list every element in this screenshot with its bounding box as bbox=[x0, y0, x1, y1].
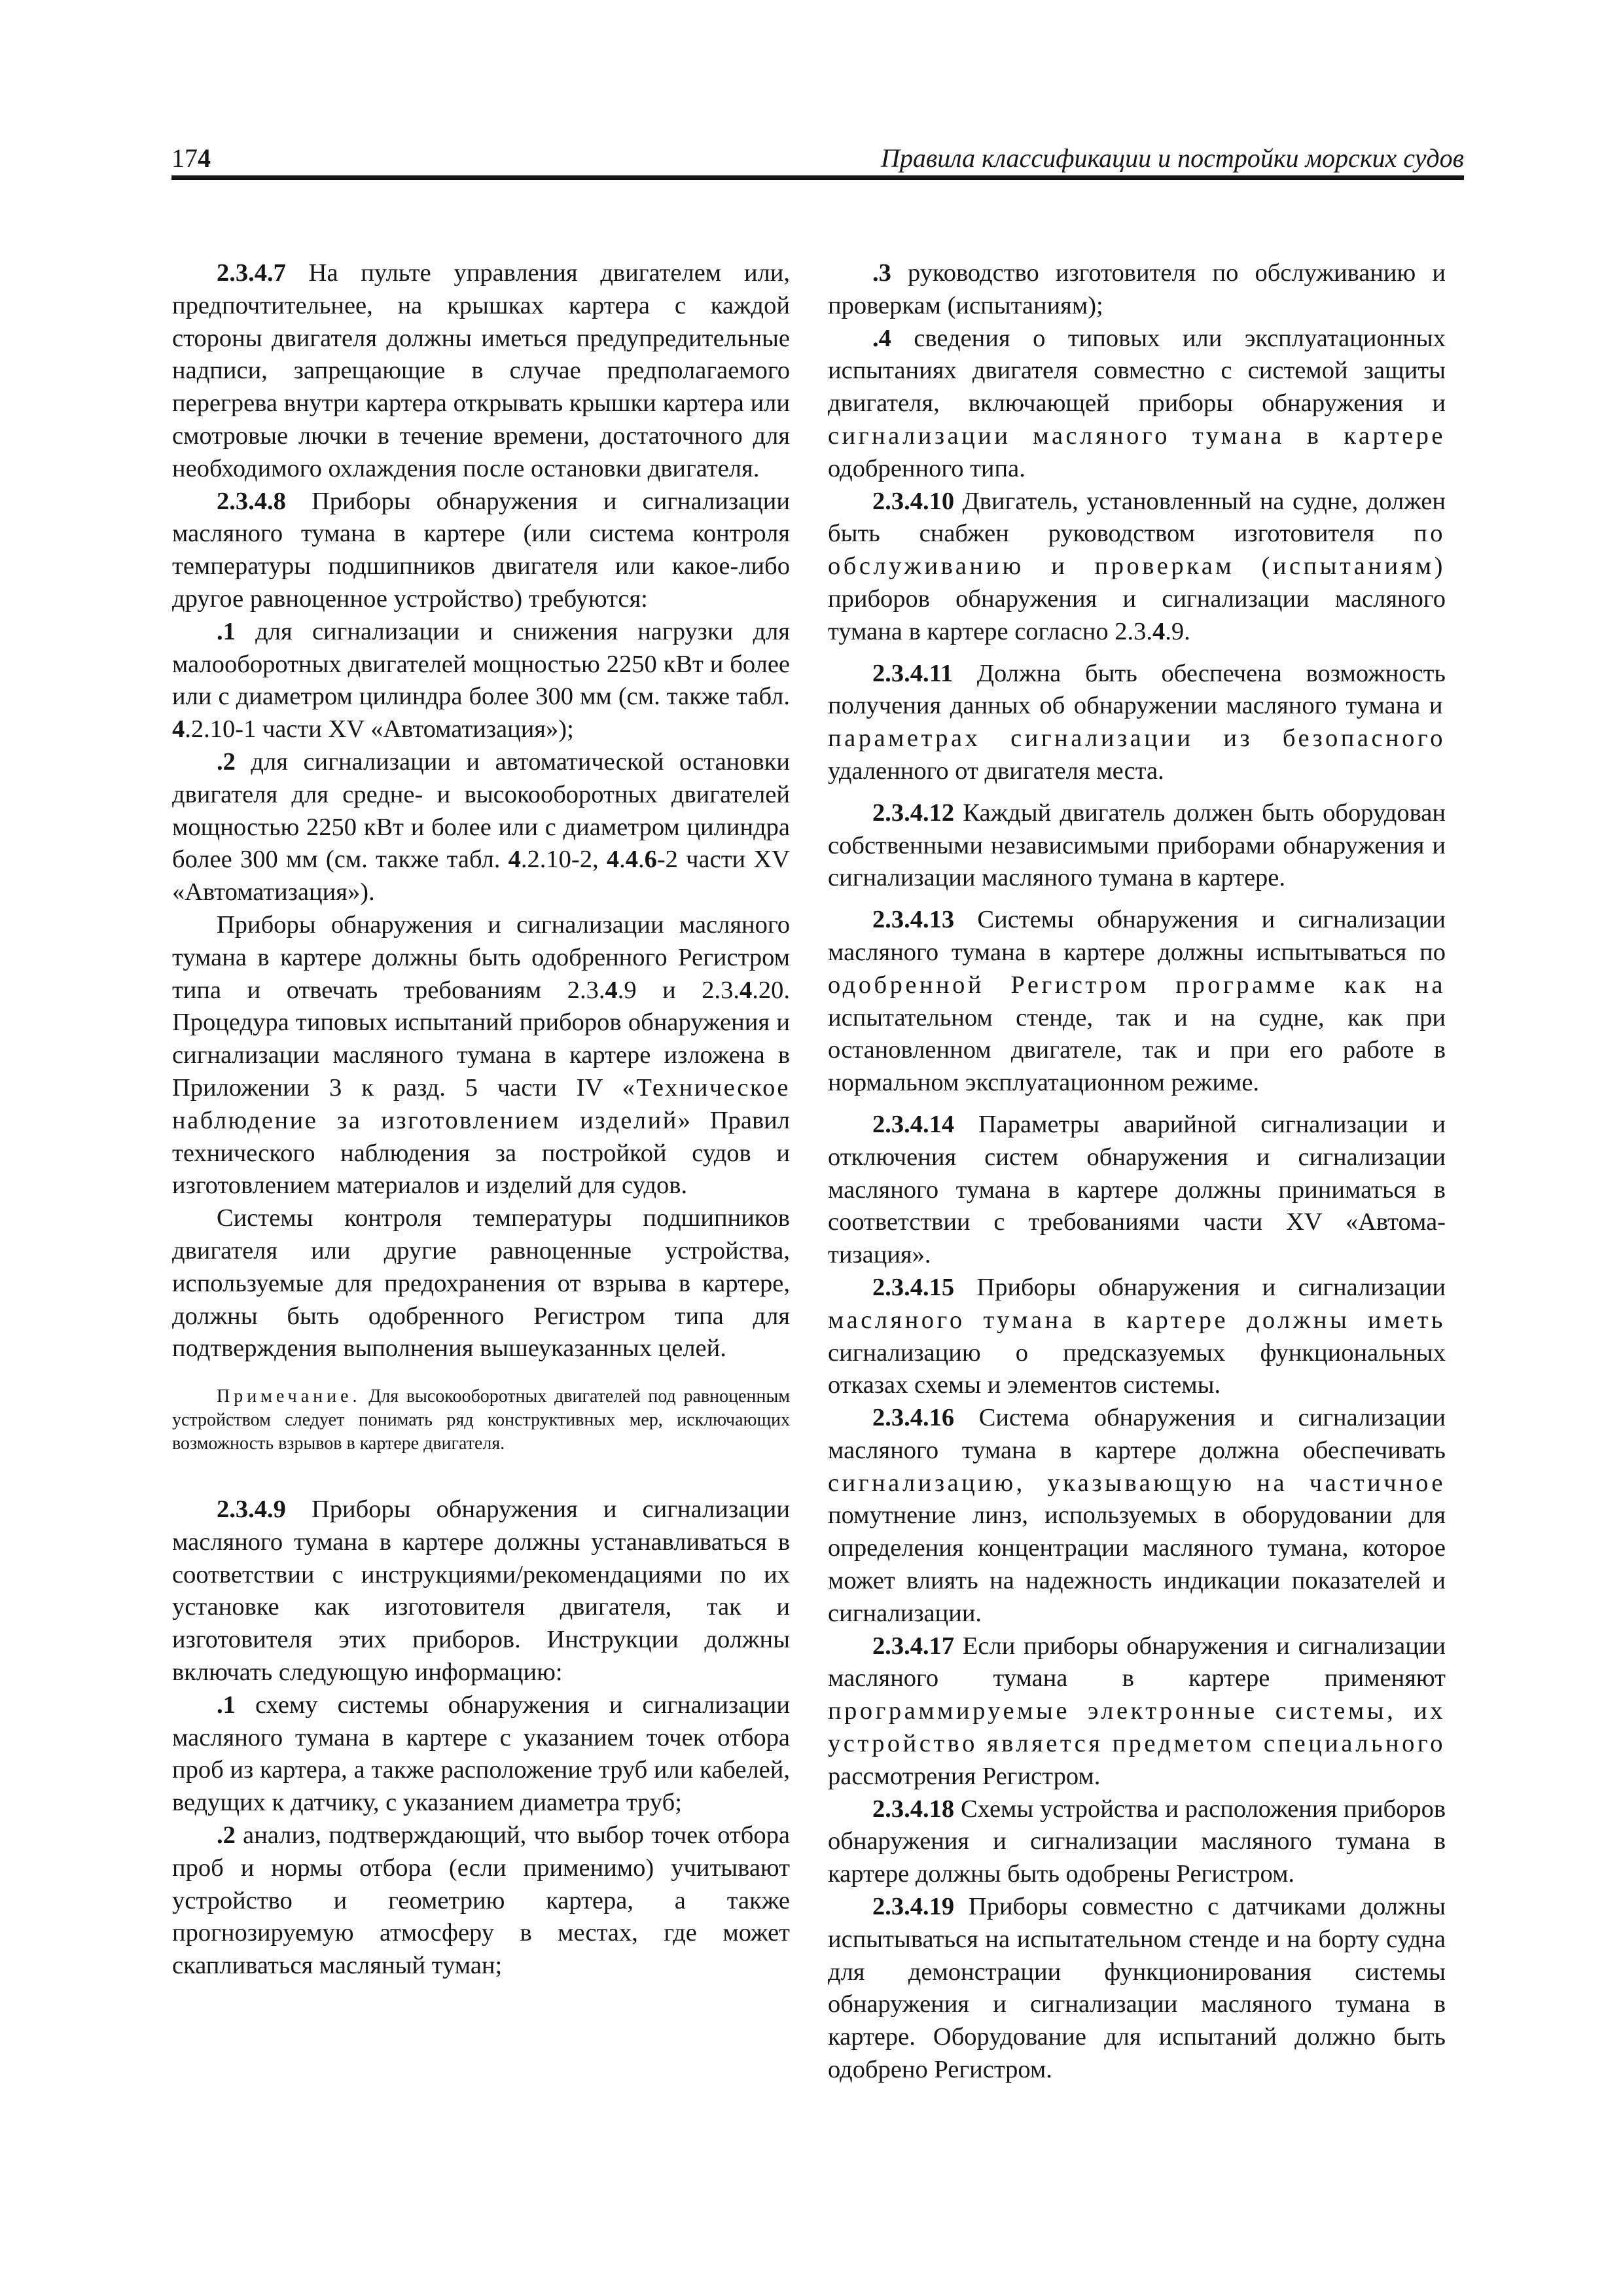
paragraph-text: сведения о типовых или эксплуатационных испытаниях двигателя совместно с системой защиты двигателя, включающей приборы обнаружения и bbox=[828, 324, 1446, 418]
paragraph-text: . bbox=[637, 846, 645, 874]
section-number: 2.3.4.14 bbox=[872, 1110, 955, 1138]
paragraph-2-3-4-14 bbox=[828, 1109, 1446, 1272]
paragraph-text-spaced: и параметрах сигнализации из безопасного bbox=[828, 692, 1446, 753]
list-item-4 bbox=[828, 323, 1446, 486]
paragraph-approval bbox=[172, 909, 790, 1202]
paragraph-text: .2.10-2, bbox=[520, 846, 607, 874]
page-number-bold-digit: 4 bbox=[198, 143, 211, 173]
section-number: 2.3.4.13 bbox=[872, 906, 955, 934]
paragraph-text: Система обнаружения и сигнализации масляного тумана в картере должна обеспечивать bbox=[828, 1404, 1446, 1464]
bold-digit: 4 bbox=[606, 846, 620, 874]
running-title: Правила классификации и постройки морских судов bbox=[880, 143, 1464, 173]
bold-digit: 4 bbox=[172, 715, 185, 744]
paragraph-2-3-4-10 bbox=[828, 486, 1446, 649]
section-number: 2.3.4.8 bbox=[217, 487, 286, 515]
paragraph-text: . bbox=[619, 846, 626, 874]
paragraph-text-spaced: по обслуживанию и проверкам (испытаниям) bbox=[828, 520, 1446, 581]
header-rule bbox=[171, 175, 1464, 180]
bold-digit: 6 bbox=[644, 846, 657, 874]
paragraph-text: Каждый двигатель должен быть оборудован собственными независимыми приборами обнаружения и сигнализации масляного тумана в картере. bbox=[828, 798, 1446, 892]
list-item-2 bbox=[172, 1820, 790, 1982]
paragraph-text-spaced: масляного тумана в картере должны иметь bbox=[828, 1306, 1446, 1334]
paragraph-2-3-4-16 bbox=[828, 1402, 1446, 1630]
paragraph-text: удаленного от двигателя места. bbox=[828, 757, 1164, 785]
section-number: 2.3.4.18 bbox=[872, 1795, 955, 1823]
paragraph-text: На пульте управления двигателем или, предпочтительнее, на крышках картера с каждой стороны двигателя должны иметься предупредительные надписи, запрещающие в случае предполагаемого перегрева внутри картера открывать крышки картера или смотровые лючки в течение времени, достаточного для необходимого охлаждения после остановки двигателя. bbox=[172, 259, 790, 482]
list-item-1 bbox=[172, 1689, 790, 1820]
section-number: 2.3.4.11 bbox=[872, 659, 954, 687]
paragraph-text: Приборы совместно с датчиками должны испытываться на испытательном стенде и на борту судна для демонстрации функционирования системы обнаружения и сигнализации масляного тумана в картере. Оборудование для испытаний должно быть одобрено Регистром. bbox=[828, 1893, 1446, 2084]
paragraph-2-3-4-11 bbox=[828, 658, 1446, 788]
paragraph-2-3-4-7 bbox=[172, 257, 790, 486]
paragraph-text: Должна быть обеспечена возможность получения данных об обнаружении масляного тумана bbox=[828, 659, 1446, 720]
item-number: .1 bbox=[217, 617, 236, 645]
section-number: 2.3.4.12 bbox=[872, 798, 955, 827]
paragraph-text: Правил технического наблюдения за постройкой судов и изготовлением материалов и изделий для судов. bbox=[172, 1106, 790, 1200]
section-number: 2.3.4.16 bbox=[872, 1404, 955, 1432]
paragraph-text: Системы контроля температуры подшипников двигателя или другие равноценные устройства, используемые для предохранения от взрыва в картере, должны быть одобренного Регистром типа для подтверждения выполнения вышеуказанных целей. bbox=[172, 1204, 790, 1363]
bold-digit: 4 bbox=[625, 846, 638, 874]
paragraph-text: приборов обнаружения и сигнализации масляного тумана в картере согласно 2.3. bbox=[828, 584, 1446, 645]
paragraph-2-3-4-8 bbox=[172, 486, 790, 616]
paragraph-text: для сигнализации и снижения нагрузки для малооборотных двигателей мощностью 2250 кВт и более или с диаметром цилиндра более 300 мм (см. также табл. bbox=[172, 617, 790, 711]
bold-digit: 4 bbox=[1152, 617, 1166, 645]
paragraph-2-3-4-9 bbox=[172, 1494, 790, 1689]
paragraph-text-spaced: «Техническое наблюдение за изготовлением изделий» bbox=[172, 1073, 790, 1134]
paragraph-text: Схемы устройства и расположения приборов обнаружения и сигнализации масляного тумана в картере должны быть одобрены Регистром. bbox=[828, 1795, 1446, 1888]
paragraph-text-spaced: программируемые электронные системы, их устройство является предметом специального bbox=[828, 1697, 1446, 1758]
paragraph-text: Приборы обнаружения и сигнализации масляного тумана в картере должны быть одобренного Регистром типа и отвечать требованиям 2.3. bbox=[172, 910, 790, 1004]
page-number-part: 17 bbox=[171, 143, 198, 173]
paragraph-text: Двигатель, установленный на судне, должен быть снабжен руководством изготовителя bbox=[828, 487, 1446, 548]
paragraph-text-spaced: сигнализации масляного тумана в картере bbox=[828, 422, 1446, 450]
paragraph-text: анализ, подтверждающий, что выбор точек отбора проб и нормы отбора (если применимо) учитывают устройство и геометрию картера, а также прогнозируемую атмосферу в местах, где может скапливаться масляный туман; bbox=[172, 1821, 790, 1980]
list-item-3 bbox=[828, 257, 1446, 323]
paragraph-systems bbox=[172, 1202, 790, 1365]
paragraph-text: Параметры аварийной сигнализации и отключения систем обнаружения и сигнализации масляного тумана в картере должны приниматься в соответствии с требованиями части XV «Автоматизация». bbox=[828, 1110, 1446, 1269]
paragraph-2-3-4-13 bbox=[828, 904, 1446, 1100]
paragraph-text: испытательном стенде, так и на судне, как при остановленном двигателе, так и при его работе в нормальном эксплуатационном режиме. bbox=[828, 1003, 1446, 1097]
paragraph-text: помутнение линз, используемых в оборудовании для определения концентрации масляного тумана, которое может влиять на надежность индикации показателей и сигнализации. bbox=[828, 1501, 1446, 1627]
item-number: .2 bbox=[217, 747, 236, 776]
paragraph-text: рассмотрения Регистром. bbox=[828, 1762, 1101, 1790]
section-number: 2.3.4.17 bbox=[872, 1632, 955, 1660]
section-number: 2.3.4.7 bbox=[217, 259, 286, 287]
paragraph-2-3-4-19 bbox=[828, 1891, 1446, 2087]
paragraph-text: .9 и 2.3. bbox=[617, 976, 740, 1004]
list-item-2 bbox=[172, 746, 790, 909]
paragraph-text: Если приборы обнаружения и сигнализации масляного тумана в картере применяют bbox=[828, 1632, 1446, 1693]
item-number: .4 bbox=[872, 324, 891, 352]
paragraph-text-spaced: сигнализацию, указывающую на частичное bbox=[828, 1469, 1446, 1497]
section-number: 2.3.4.19 bbox=[872, 1893, 955, 1921]
paragraph-text: .9. bbox=[1165, 617, 1190, 645]
paragraph-2-3-4-18 bbox=[828, 1793, 1446, 1891]
list-item-1 bbox=[172, 616, 790, 746]
paragraph-text: Системы обнаружения и сигнализации масляного тумана в картере должны испытываться по bbox=[828, 906, 1446, 966]
paragraph-2-3-4-17 bbox=[828, 1630, 1446, 1793]
paragraph-text: .2.10-1 части XV «Автоматизация»); bbox=[185, 715, 574, 744]
note-label: Примечание. bbox=[217, 1386, 361, 1407]
paragraph-2-3-4-15 bbox=[828, 1272, 1446, 1402]
section-number: 2.3.4.15 bbox=[872, 1273, 955, 1301]
bold-digit: 4 bbox=[605, 976, 618, 1004]
paragraph-text: для сигнализации и автоматической остановки двигателя для средне- и высокооборотных двигателей мощностью 2250 кВт и более или с диаметром цилиндра более 300 мм (см. также табл. bbox=[172, 747, 790, 874]
page-number bbox=[171, 143, 211, 173]
bold-digit: 4 bbox=[740, 976, 753, 1004]
item-number: .3 bbox=[872, 259, 891, 287]
paragraph-2-3-4-12 bbox=[828, 797, 1446, 895]
item-number: .2 bbox=[217, 1821, 236, 1850]
paragraph-text: руководство изготовителя по обслуживанию и проверкам (испытаниям); bbox=[828, 259, 1446, 319]
section-number: 2.3.4.9 bbox=[217, 1496, 286, 1524]
paragraph-text: Приборы обнаружения и сигнализации масляного тумана в картере должны устанавливаться в соответствии с инструкциями/рекомендациями по их установке как изготовителя двигателя, так и изготовителя этих приборов. Инструкции должны включать следующую информацию: bbox=[172, 1496, 790, 1687]
paragraph-text: одобренного типа. bbox=[828, 454, 1026, 482]
paragraph-text: .20. Процедура типовых испытаний приборов обнаружения и сигнализации масляного тумана в картере изложена в Приложении 3 к разд. 5 части IV bbox=[172, 976, 790, 1102]
paragraph-text: -2 части XV «Автоматизация»). bbox=[172, 846, 790, 906]
item-number: .1 bbox=[217, 1691, 236, 1719]
paragraph-text: Приборы обнаружения и сигнализации масляного тумана в картере (или система контроля температуры подшипников двигателя или какое-либо другое равноценное устройство) требуются: bbox=[172, 487, 790, 613]
section-number: 2.3.4.10 bbox=[872, 487, 955, 515]
paragraph-text: сигнализацию о предсказуемых функциональных отказах схемы и элементов системы. bbox=[828, 1338, 1446, 1399]
paragraph-text: Приборы обнаружения и сигнализации bbox=[954, 1273, 1446, 1301]
note bbox=[172, 1385, 790, 1456]
left-column bbox=[172, 257, 790, 1982]
note-text: Для высокооборотных двигателей под равноценным устройством следует понимать ряд конструктивных мер, исключающих возможность взрывов в картере двигателя. bbox=[172, 1386, 790, 1454]
bold-digit: 4 bbox=[508, 846, 521, 874]
paragraph-text: схему системы обнаружения и сигнализации масляного тумана в картере с указанием точек отбора проб из картера, а также расположение труб или кабелей, ведущих к датчику, с указанием диаметра труб; bbox=[172, 1691, 790, 1817]
right-column bbox=[828, 257, 1446, 2087]
paragraph-text-spaced: одобренной Регистром программе как на bbox=[828, 971, 1446, 999]
